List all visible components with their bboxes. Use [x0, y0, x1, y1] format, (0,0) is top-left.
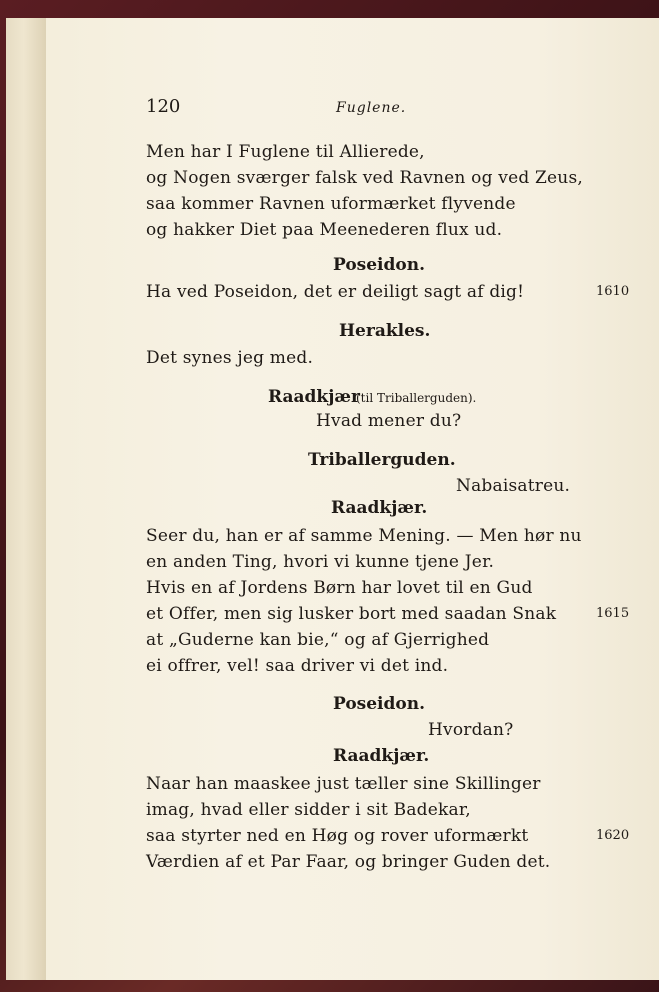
speaker-name: Raadkjær.	[333, 746, 430, 766]
verse-line: Hvis en af Jordens Børn har lovet til en Gud	[146, 578, 533, 598]
verse-line: imag, hvad eller sidder i sit Badekar,	[146, 800, 471, 820]
verse-line: og Nogen sværger falsk ved Ravnen og ved Zeus,	[146, 168, 583, 188]
verse-line: saa styrter ned en Høg og rover uformærkt	[146, 826, 529, 846]
book-page	[46, 18, 659, 980]
stage-direction: (til Triballerguden).	[356, 391, 477, 405]
speaker-name: Raadkjær	[268, 387, 360, 407]
page-number: 120	[146, 96, 181, 117]
verse-line: saa kommer Ravnen uformærket flyvende	[146, 194, 516, 214]
running-title: Fuglene.	[336, 100, 407, 116]
verse-line: Men har I Fuglene til Allierede,	[146, 142, 425, 162]
line-number: 1615	[596, 606, 630, 621]
verse-line: et Offer, men sig lusker bort med saadan Snak	[146, 604, 557, 624]
verse-line: og hakker Diet paa Meenederen flux ud.	[146, 220, 503, 240]
verse-line: Værdien af et Par Faar, og bringer Guden det.	[146, 852, 551, 872]
page-edges	[6, 18, 51, 980]
speaker-name: Poseidon.	[333, 694, 426, 714]
verse-line: Det synes jeg med.	[146, 348, 314, 368]
verse-line: Seer du, han er af samme Mening. — Men hør nu	[146, 526, 582, 546]
verse-line: at „Guderne kan bie,“ og af Gjerrighed	[146, 630, 490, 650]
verse-line: Nabaisatreu.	[456, 476, 571, 496]
speaker-name: Raadkjær.	[331, 498, 428, 518]
verse-line: Naar han maaskee just tæller sine Skillinger	[146, 774, 541, 794]
verse-line: en anden Ting, hvori vi kunne tjene Jer.	[146, 552, 495, 572]
verse-line: Ha ved Poseidon, det er deiligt sagt af dig!	[146, 282, 525, 302]
line-number: 1610	[596, 284, 630, 299]
speaker-name: Herakles.	[339, 321, 431, 341]
speaker-name: Triballerguden.	[308, 450, 456, 470]
speaker-name: Poseidon.	[333, 255, 426, 275]
verse-line: Hvordan?	[428, 720, 514, 740]
verse-line: Hvad mener du?	[316, 411, 462, 431]
verse-line: ei offrer, vel! saa driver vi det ind.	[146, 656, 449, 676]
line-number: 1620	[596, 828, 630, 843]
